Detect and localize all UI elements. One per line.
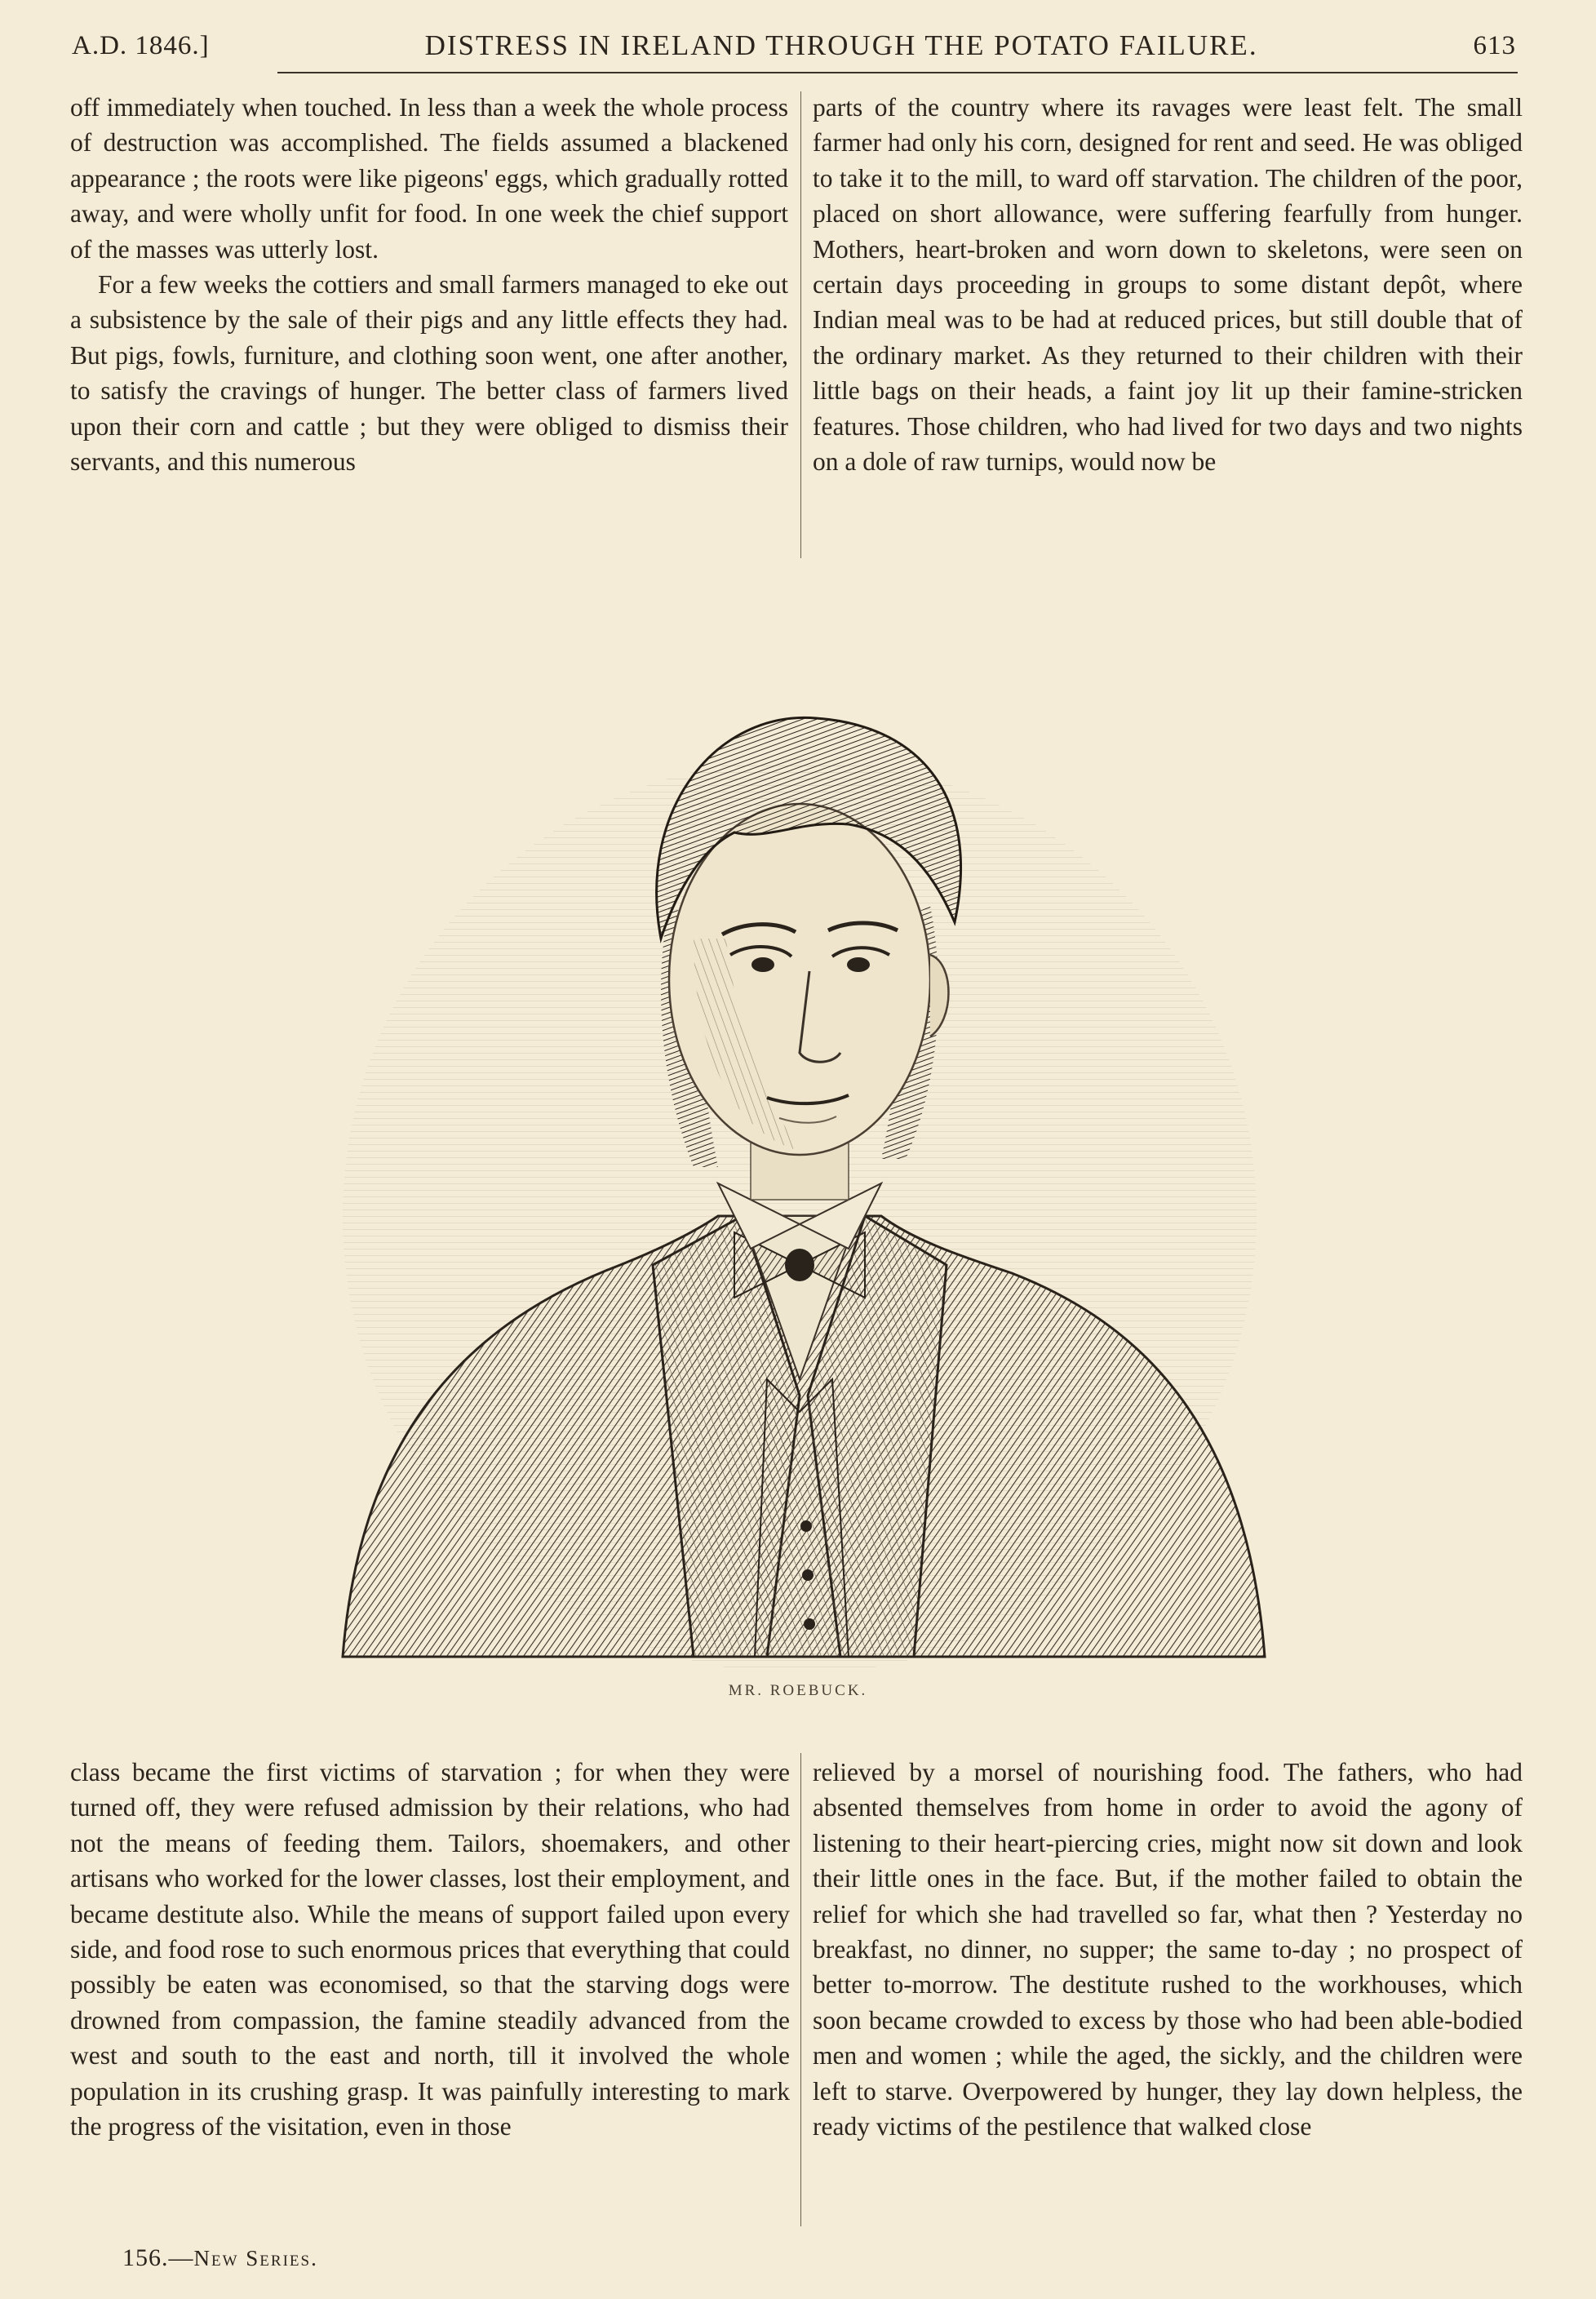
signature-number: 156.— xyxy=(122,2244,194,2271)
column-divider xyxy=(800,1753,801,2226)
paragraph: For a few weeks the cottiers and small farmers managed to eke out a subsistence by the sale of their pigs and any little effects they had. But pigs, fowls, furniture, and clothing soon went, one after another, to satisfy the cravings of hunger. The better class of farmers lived upon their corn and cattle ; but they were obliged to dismiss their servants, and this numerous xyxy=(70,270,788,477)
column-top-right xyxy=(813,90,1523,479)
header-rule xyxy=(277,72,1518,73)
paragraph: parts of the country where its ravages were least felt. The small farmer had only his corn, designed for rent and seed. He was obliged to take it to the mill, to ward off starvation. The children of the poor, placed on short allowance, were suffering fearfully from hunger. Mothers, heart-broken and worn down to skeletons, were seen on certain days proceeding in groups to some distant depôt, where Indian meal was to be had at reduced prices, but still double that of the ordinary market. As they returned to their children with their little bags on their heads, a faint joy lit up their famine-stricken features. Those children, who had lived for two days and two nights on a dole of raw turnips, would now be xyxy=(813,93,1523,477)
portrait-illustration xyxy=(310,596,1289,1673)
header-date: A.D. 1846.] xyxy=(72,30,210,60)
paragraph: relieved by a morsel of nourishing food. The fathers, who had absented themselves from home in order to avoid the agony of listening to their heart-piercing cries, might now sit down and look their little ones in the face. But, if the mother failed to obtain the relief for which she had travelled so far, what then ? Yesterday no breakfast, no dinner, no supper; the same to-day ; no prospect of better to-morrow. The destitute rushed to the workhouses, which soon became crowded to excess by those who had been able-bodied men and women ; while the aged, the sickly, and the children were left to starve. Overpowered by hunger, they lay down helpless, the ready victims of the pestilence that walked close xyxy=(813,1758,1523,2141)
column-top-left xyxy=(70,90,788,479)
signature-series: New Series. xyxy=(193,2246,318,2270)
portrait-engraving xyxy=(310,596,1289,1673)
running-header xyxy=(72,24,1516,67)
printer-signature xyxy=(122,2244,318,2272)
figure-caption: MR. ROEBUCK. xyxy=(728,1682,868,1699)
header-title: DISTRESS IN IRELAND THROUGH THE POTATO FAILURE. xyxy=(424,29,1258,61)
column-bottom-right xyxy=(813,1755,1523,2144)
column-bottom-left xyxy=(70,1755,790,2144)
paragraph: off immediately when touched. In less than a week the whole process of destruction was accomplished. The fields assumed a blackened appearance ; the roots were like pigeons' eggs, which gradually rotted away, and were wholly unfit for food. In one week the chief support of the masses was utterly lost. xyxy=(70,93,788,264)
page-number: 613 xyxy=(1473,30,1516,60)
column-divider xyxy=(800,91,801,558)
paragraph: class became the first victims of starvation ; for when they were turned off, they were refused admission by their relations, who had not the means of feeding them. Tailors, shoemakers, and other artisans who worked for the lower classes, lost their employment, and became destitute also. While the means of support failed upon every side, and food rose to such enormous prices that everything that could possibly be eaten was economised, so that the starving dogs were drowned from compassion, the famine steadily advanced from the west and south to the east and north, till it involved the whole population in its crushing grasp. It was painfully interesting to mark the progress of the visitation, even in those xyxy=(70,1758,790,2141)
